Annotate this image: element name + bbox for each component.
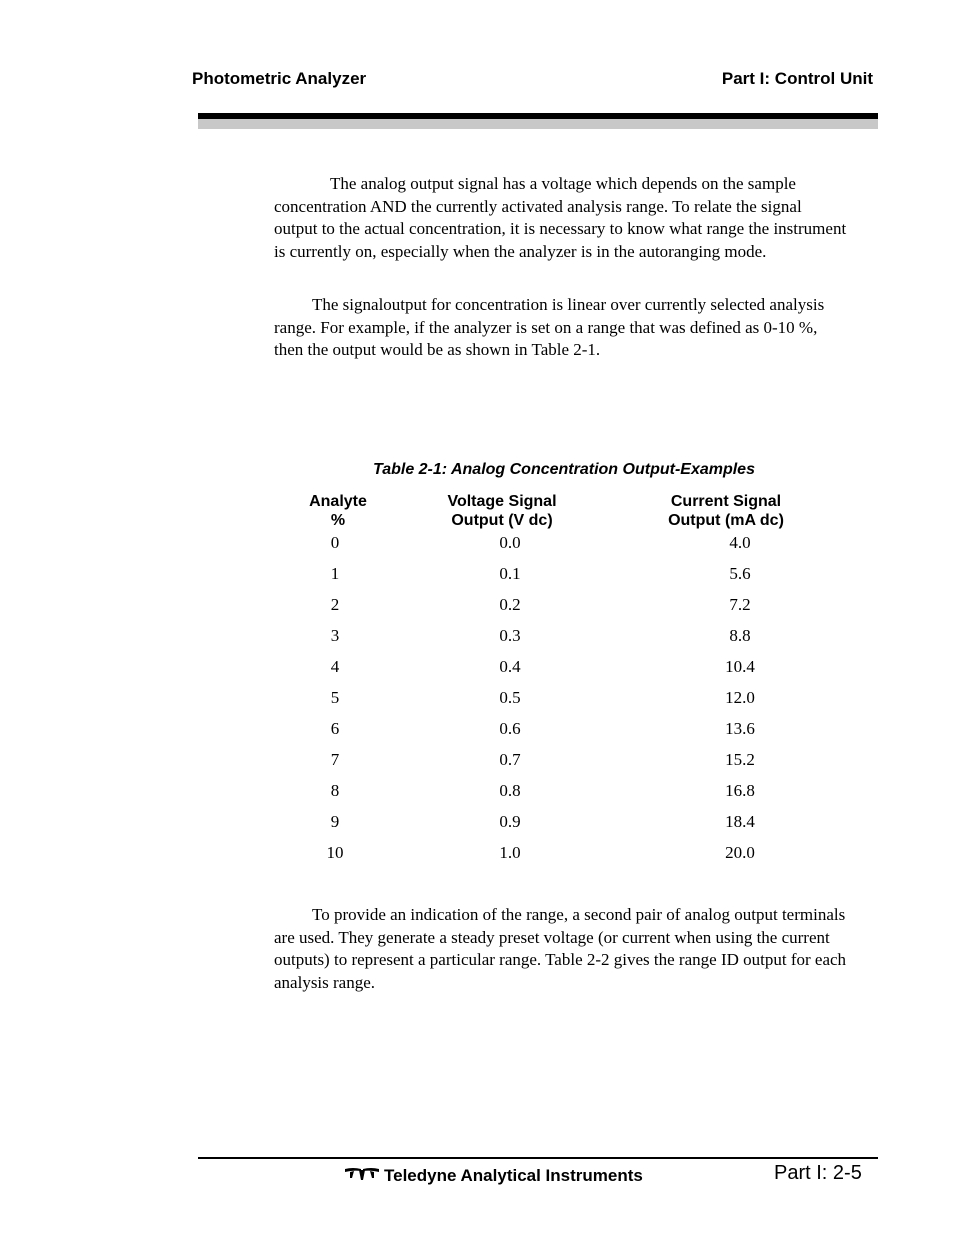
header-rule-shadow bbox=[198, 119, 878, 129]
column-header-analyte bbox=[296, 492, 380, 530]
cell-voltage: 0.3 bbox=[499, 626, 521, 645]
teledyne-logo-icon bbox=[344, 1167, 380, 1181]
table-row bbox=[0, 812, 954, 843]
cell-current: 8.8 bbox=[729, 626, 751, 645]
cell-analyte: 0 bbox=[330, 533, 340, 552]
table-row bbox=[0, 688, 954, 719]
paragraph-analog-output: The analog output signal has a voltage which depends on the sample concentration AND the currently activated analysis range. To relate the signal output to the actual concentration, it is necessary to know what range the instrument is currently on, especially when the analyzer is in the autoranging mode. bbox=[274, 174, 847, 261]
column-header-analyte-line2: % bbox=[330, 512, 346, 529]
cell-current: 13.6 bbox=[725, 719, 755, 738]
header-title: Photometric Analyzer bbox=[192, 69, 367, 88]
table-row bbox=[0, 564, 954, 595]
cell-voltage: 0.0 bbox=[499, 533, 521, 552]
cell-analyte: 3 bbox=[330, 626, 340, 645]
cell-voltage: 0.9 bbox=[499, 812, 521, 831]
cell-analyte: 2 bbox=[330, 595, 340, 614]
footer-brand: Teledyne Analytical Instruments bbox=[384, 1166, 643, 1185]
table-row bbox=[0, 781, 954, 812]
header-section: Part I: Control Unit bbox=[721, 69, 873, 88]
cell-current: 16.8 bbox=[725, 781, 755, 800]
column-header-analyte-line1: Analyte bbox=[309, 493, 367, 510]
table-row bbox=[0, 750, 954, 781]
cell-analyte: 1 bbox=[330, 564, 340, 583]
cell-analyte: 6 bbox=[330, 719, 340, 738]
cell-current: 7.2 bbox=[729, 595, 751, 614]
cell-analyte: 5 bbox=[330, 688, 340, 707]
table-row bbox=[0, 626, 954, 657]
cell-voltage: 0.7 bbox=[499, 750, 521, 769]
cell-voltage: 0.8 bbox=[499, 781, 521, 800]
cell-current: 10.4 bbox=[725, 657, 755, 676]
table-row bbox=[0, 595, 954, 626]
cell-analyte: 10 bbox=[326, 843, 344, 862]
cell-current: 20.0 bbox=[725, 843, 755, 862]
cell-analyte: 8 bbox=[330, 781, 340, 800]
column-header-voltage-line1: Voltage Signal bbox=[447, 493, 557, 510]
cell-voltage: 0.1 bbox=[499, 564, 521, 583]
cell-analyte: 9 bbox=[330, 812, 340, 831]
cell-current: 12.0 bbox=[725, 688, 755, 707]
cell-voltage: 0.2 bbox=[499, 595, 521, 614]
cell-voltage: 0.5 bbox=[499, 688, 521, 707]
cell-analyte: 4 bbox=[330, 657, 340, 676]
table-row bbox=[0, 657, 954, 688]
table-row bbox=[0, 719, 954, 750]
page-number: Part I: 2-5 bbox=[774, 1162, 862, 1184]
paragraph-linear-output: The signaloutput for concentration is linear over currently selected analysis range. For example, if the analyzer is set on a range that was defined as 0-10 %, then the output would be as shown in Table 2-1. bbox=[274, 295, 825, 359]
footer-rule bbox=[198, 1157, 878, 1159]
table-caption: Table 2-1: Analog Concentration Output-Examples bbox=[373, 461, 755, 478]
cell-voltage: 0.4 bbox=[499, 657, 521, 676]
cell-current: 18.4 bbox=[725, 812, 755, 831]
table-row bbox=[0, 843, 954, 874]
cell-voltage: 0.6 bbox=[499, 719, 521, 738]
cell-current: 5.6 bbox=[729, 564, 751, 583]
column-header-current-line1: Current Signal bbox=[670, 493, 782, 510]
paragraph-range-indication: To provide an indication of the range, a second pair of analog output terminals are used. They generate a steady preset voltage (or current when using the current outputs) to represent a particular range. Table 2-2 gives the range ID output for each analysis range. bbox=[274, 905, 847, 992]
cell-current: 15.2 bbox=[725, 750, 755, 769]
cell-current: 4.0 bbox=[729, 533, 751, 552]
column-header-voltage bbox=[436, 492, 568, 530]
column-header-current-line2: Output (mA dc) bbox=[668, 512, 784, 529]
cell-voltage: 1.0 bbox=[499, 843, 521, 862]
column-header-voltage-line2: Output (V dc) bbox=[451, 512, 553, 529]
column-header-current bbox=[655, 492, 797, 530]
table-row bbox=[0, 533, 954, 564]
cell-analyte: 7 bbox=[330, 750, 340, 769]
